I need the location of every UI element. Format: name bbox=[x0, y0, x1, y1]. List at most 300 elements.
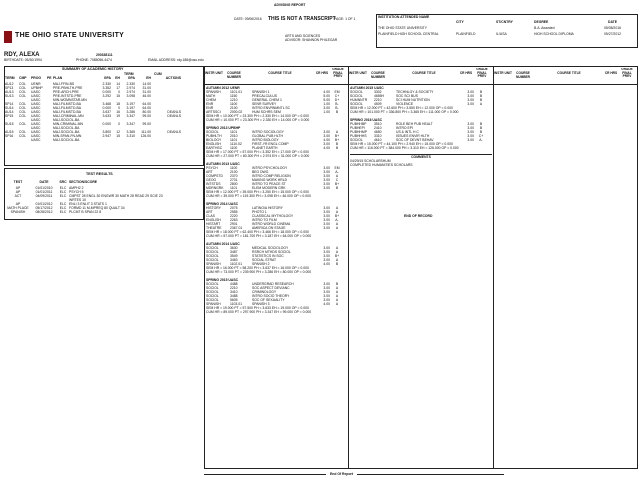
cell: 3.00 bbox=[323, 166, 330, 170]
cell bbox=[111, 138, 120, 142]
cell: 126.00 bbox=[140, 134, 151, 138]
cell: 1100 bbox=[230, 146, 238, 150]
cell: TERM bbox=[5, 76, 15, 80]
cell: 1150 bbox=[230, 94, 238, 98]
cell: UASC bbox=[31, 98, 41, 102]
cell: A bbox=[335, 246, 339, 250]
cell: 3.00 bbox=[467, 90, 474, 94]
cell: LATINO/A HISTORY bbox=[252, 206, 283, 210]
cell: ENGLISH bbox=[206, 142, 221, 146]
cell: 3.00 bbox=[323, 250, 330, 254]
cell: 1101 bbox=[230, 138, 238, 142]
term-totals: CUM HR = 57.000 PT = 181.700 PH = 3.187 EH = 64.000 OP = 0.000 bbox=[206, 234, 312, 238]
cell: COL bbox=[19, 122, 26, 126]
cell: B- bbox=[335, 106, 339, 110]
term-totals: SEM HR = 18.000 PT = 62.400 PH = 3.466 EH = 18.000 OP = 0.000 bbox=[206, 230, 309, 234]
cell: 1110.02 bbox=[230, 142, 242, 146]
institution-1-date: 05/08/2016 bbox=[604, 26, 621, 30]
cell: MDRNGRK bbox=[206, 186, 224, 190]
cell: B bbox=[335, 282, 339, 286]
cell: A bbox=[335, 286, 339, 290]
cell: INTRO SOCIOLOGY bbox=[252, 130, 284, 134]
cell: 4650 bbox=[374, 130, 382, 134]
end-of-record: END OF RECORD bbox=[404, 214, 433, 218]
cell: B bbox=[335, 146, 339, 150]
course-header-col3 bbox=[494, 68, 637, 79]
end-of-report: End Of Report bbox=[326, 472, 357, 476]
cell: 99.00 bbox=[142, 114, 151, 118]
course-header-col1 bbox=[205, 68, 348, 79]
cell: 1102.01 bbox=[230, 262, 243, 266]
cell: SPANISH bbox=[206, 302, 221, 306]
cell: 3.347 bbox=[126, 122, 135, 126]
cell: 3.310 bbox=[126, 134, 135, 138]
comment-line: COMPLETED HUMANITIES SCHOLARS bbox=[350, 163, 413, 167]
cell: COL bbox=[19, 110, 26, 114]
institutions-header-date: DATE bbox=[608, 20, 617, 24]
cell: ELC bbox=[59, 194, 67, 198]
university-logo-block bbox=[4, 31, 12, 43]
cell: HUM SCHRS SEM bbox=[252, 110, 281, 114]
cell: ENR bbox=[206, 106, 214, 110]
course-header-cell: COURSE TITLE bbox=[557, 71, 581, 75]
cell: A bbox=[335, 226, 339, 230]
cell: PSYCH bbox=[206, 166, 218, 170]
cell: 0.000 bbox=[102, 90, 111, 94]
cell: INTRO EPI bbox=[396, 126, 413, 130]
course-header-cell: INSTR UNIT bbox=[349, 71, 367, 75]
term-heading: SPRING 2015 UASC bbox=[206, 278, 239, 282]
cell: 3.00 bbox=[323, 294, 330, 298]
cell: PUBHHBP bbox=[350, 122, 367, 126]
cell: CLAS bbox=[206, 214, 215, 218]
cell: 4.00 bbox=[323, 90, 330, 94]
cell: HISTART bbox=[206, 222, 221, 226]
cell: 1210 bbox=[230, 98, 238, 102]
cell: PRE-ARCH-PRE bbox=[53, 90, 79, 94]
cell: A bbox=[335, 206, 339, 210]
cell: 3630 bbox=[230, 246, 238, 250]
cell: DEANLS bbox=[167, 130, 181, 134]
cell: 2220 bbox=[230, 214, 238, 218]
cell: 08/28/2012 bbox=[35, 210, 53, 214]
cell: RSRCH MTHDS SOCIOL bbox=[252, 250, 291, 254]
cell: 0.000 bbox=[102, 106, 111, 110]
cell: INTRO PSYCHOLOGY bbox=[252, 166, 288, 170]
cell: 3302 bbox=[374, 90, 382, 94]
cell: SP16 bbox=[5, 134, 14, 138]
cell: SU13 bbox=[5, 94, 14, 98]
cell: EH bbox=[115, 76, 120, 80]
cell: 3.365 bbox=[126, 130, 135, 134]
cell: SENR SURVEY bbox=[252, 102, 277, 106]
cell: 3.00 bbox=[323, 226, 330, 230]
cell: 3.00 bbox=[323, 182, 330, 186]
cell: SPANISH 3 bbox=[252, 302, 270, 306]
cell: UASC bbox=[31, 94, 41, 98]
cell: 3.00 bbox=[323, 130, 330, 134]
cell: AMPH2 2 bbox=[69, 186, 84, 190]
university-name: THE OHIO STATE UNIVERSITY bbox=[15, 32, 125, 39]
cell: UASC bbox=[31, 130, 41, 134]
cell: 3.352 bbox=[102, 86, 111, 90]
cell: 1101 bbox=[230, 130, 238, 134]
cell: AP bbox=[15, 186, 21, 190]
cell: ROLE BEH PUB HEALT bbox=[396, 122, 433, 126]
cell: PLANET EARTH bbox=[252, 146, 278, 150]
cell: SOC OF SEXUALITY bbox=[252, 298, 285, 302]
cell: 1.00 bbox=[323, 102, 330, 106]
course-header-row bbox=[205, 68, 348, 79]
cell: COL bbox=[19, 86, 26, 90]
summary-title: SUMMARY OF ACADEMIC HISTORY bbox=[62, 67, 124, 71]
cell: TECHNLGY & SOCIETY bbox=[396, 90, 434, 94]
cell: 3510 bbox=[374, 122, 382, 126]
cell: SP14 bbox=[5, 102, 14, 106]
cell: A bbox=[335, 130, 339, 134]
cell: SOCIOL bbox=[206, 258, 219, 262]
cell: UASC bbox=[31, 90, 41, 94]
cell: 2901 bbox=[230, 222, 238, 226]
cell: B bbox=[479, 90, 483, 94]
cell: 01/01/2011 bbox=[35, 190, 53, 194]
cell: MAJ-SOCIOL-BA bbox=[53, 130, 80, 134]
cell: CMP bbox=[19, 76, 27, 80]
cell: SOCIOL bbox=[350, 94, 363, 98]
cell: 3.00 bbox=[467, 102, 474, 106]
cell: 3463 bbox=[230, 258, 238, 262]
term-totals: CUM HR = 89.000 PT = 297.900 PH = 3.347 EH = 99.000 OP = 0.000 bbox=[206, 310, 312, 314]
cell: ENR bbox=[206, 102, 214, 106]
cell: GENERAL CHEM 1 bbox=[252, 98, 282, 102]
cell: SECTION/SCORE bbox=[69, 180, 98, 184]
cell: B+ bbox=[334, 254, 340, 258]
cell: 3.00 bbox=[323, 170, 330, 174]
cell: SOCIOL bbox=[350, 138, 363, 142]
cell: 14.00 bbox=[142, 82, 151, 86]
cell: 2000.02 bbox=[230, 110, 243, 114]
cell: 46.00 bbox=[142, 94, 151, 98]
test-header-row bbox=[5, 180, 199, 184]
cell: PRECALCULUS bbox=[252, 94, 278, 98]
cell: 2075 bbox=[230, 206, 238, 210]
institutions-header-state: ST/CNTRY bbox=[496, 20, 513, 24]
cell: SP15 bbox=[5, 114, 14, 118]
cell: ACT bbox=[14, 194, 22, 198]
cell: BIOLOGY bbox=[206, 138, 222, 142]
cell: 3.00 bbox=[323, 298, 330, 302]
cell: 80.00 bbox=[142, 110, 151, 114]
cell: B+ bbox=[334, 214, 340, 218]
cell: SOCIOL bbox=[206, 246, 219, 250]
cell: 3.00 bbox=[467, 134, 474, 138]
cell: US & INTL H C bbox=[396, 130, 419, 134]
cell: GLOBAL PUB HLTH bbox=[252, 134, 283, 138]
cell: 3.292 bbox=[102, 94, 111, 98]
cell: GPA bbox=[127, 76, 135, 80]
cell bbox=[135, 138, 151, 142]
cell bbox=[19, 138, 31, 142]
cell: SOCIOL bbox=[206, 282, 219, 286]
term-heading: AUTUMN 2013 UASC bbox=[206, 162, 240, 166]
cell: 3.00 bbox=[323, 134, 330, 138]
cell: COL bbox=[19, 106, 26, 110]
cell: 5605 bbox=[230, 298, 238, 302]
cell: MIN-CRIMINAL-MN bbox=[53, 122, 83, 126]
cell: 3310 bbox=[374, 134, 382, 138]
cell: ELEM MODERN GRK bbox=[252, 186, 286, 190]
cell: FIRST-YR ENGL COMP bbox=[252, 142, 289, 146]
cell: VIOLENCE bbox=[396, 102, 414, 106]
cell: SU14 bbox=[5, 106, 14, 110]
cell: MAJ-FILMSTD-BA bbox=[53, 102, 82, 106]
cell: SCI HUM NUTRITION bbox=[396, 98, 430, 102]
cell: 3.00 bbox=[467, 122, 474, 126]
cell: PLAN bbox=[53, 76, 63, 80]
cell: FORMD 11 M-MPREQ 80 QUALT 34 bbox=[69, 206, 125, 210]
cell: INTRO WORLD CINEMA bbox=[252, 222, 291, 226]
cell: AMERICA ON STAGE bbox=[252, 226, 286, 230]
term-totals: SEM HR = 12.000 PT = 39.000 PH = 3.250 EH = 15.000 OP = 0.000 bbox=[206, 190, 309, 194]
cell bbox=[5, 138, 19, 142]
cell: B- bbox=[335, 102, 339, 106]
cell: 2800 bbox=[230, 182, 238, 186]
cell: PSYCH 5 bbox=[69, 190, 84, 194]
cell: A bbox=[335, 294, 339, 298]
cell: 5.00 bbox=[323, 98, 330, 102]
institution-2-name: PLAINFIELD HIGH SCHOOL CENTRAL bbox=[378, 32, 439, 36]
cell: 19 bbox=[116, 114, 120, 118]
cell: AU12 bbox=[5, 82, 14, 86]
test-results-title: TEST RESULTS bbox=[86, 172, 113, 176]
student-email: EMAIL ADDRESS: rdy.188@osu.edu bbox=[148, 58, 204, 62]
term-totals: SEM HR = 16.000 PT = 58.200 PH = 3.637 EH = 16.000 OP = 0.000 bbox=[206, 266, 309, 270]
cell: B bbox=[335, 142, 339, 146]
cell: 3.00 bbox=[467, 126, 474, 130]
course-header-cell: COURSE TITLE bbox=[412, 71, 436, 75]
term-totals: SEM HR = 12.000 PT = 42.600 PH = 3.550 EH = 12.000 OP = 0.000 bbox=[350, 106, 453, 110]
cell: UASC bbox=[31, 102, 41, 106]
cell: 31.00 bbox=[142, 86, 151, 90]
cell: 3410 bbox=[230, 290, 238, 294]
cell: CRIMINOLOGY bbox=[252, 290, 277, 294]
cell: MAKING WORK HRLD bbox=[252, 178, 288, 182]
cell: PROG bbox=[31, 76, 41, 80]
cell: UASC bbox=[31, 106, 41, 110]
cell: 2555 bbox=[230, 210, 238, 214]
cell: 2100 bbox=[230, 170, 238, 174]
cell: B bbox=[479, 126, 483, 130]
cell: PRE-INTSTD-PRE bbox=[53, 94, 82, 98]
cell: B bbox=[335, 262, 339, 266]
cell: B+ bbox=[334, 182, 340, 186]
cell: 5.00 bbox=[323, 94, 330, 98]
cell: 4.00 bbox=[323, 138, 330, 142]
course-header-cell: INSTR UNIT bbox=[205, 71, 223, 75]
cell: UASC bbox=[31, 126, 41, 130]
course-header-row bbox=[494, 68, 637, 79]
cell: 14 bbox=[116, 82, 120, 86]
cell: SOCIOL bbox=[206, 130, 219, 134]
course-header-cell: GRADE FINAL PREV bbox=[621, 68, 633, 79]
cell: MAJ-SOCIOL-BA bbox=[53, 118, 80, 122]
cell: ISSUES ENVIR HLTH bbox=[396, 134, 430, 138]
cell: 3.286 bbox=[126, 110, 135, 114]
cell: 3.00 bbox=[323, 258, 330, 262]
cell: COL bbox=[19, 94, 26, 98]
summary-rows bbox=[5, 82, 181, 142]
course-header-cell: CR HRS bbox=[459, 71, 473, 75]
cell: SOC OF DEVNT BEHAV bbox=[396, 138, 434, 142]
course-header-cell: CR HRS bbox=[604, 71, 618, 75]
cell: 64.00 bbox=[142, 106, 151, 110]
cell: 12 bbox=[116, 130, 120, 134]
cell: 0.000 bbox=[102, 122, 111, 126]
cell bbox=[120, 138, 135, 142]
comment-line: 04/29/15 SCHOLARSHUM bbox=[350, 159, 391, 163]
cell: A bbox=[335, 210, 339, 214]
cell: A bbox=[335, 290, 339, 294]
cell: SPANISH bbox=[206, 90, 221, 94]
cell: A bbox=[479, 102, 483, 106]
cell: BEG DWG bbox=[252, 170, 269, 174]
summary-header-row bbox=[5, 76, 181, 80]
cell: SPANISH 2 bbox=[252, 262, 270, 266]
cell: B bbox=[479, 130, 483, 134]
cell: UNDERGRAD RESEARCH bbox=[252, 282, 294, 286]
cell: EH bbox=[146, 76, 151, 80]
institution-2-date: 05/27/2012 bbox=[604, 32, 621, 36]
cell: SOCIOL bbox=[206, 298, 219, 302]
cell: GEOG bbox=[206, 178, 217, 182]
term-totals: SEM HR = 17.000 PT = 57.000 PH = 3.352 EH = 17.000 OP = 0.000 bbox=[206, 150, 309, 154]
cell: 0 bbox=[118, 122, 120, 126]
term-heading: SPRING 2016 UASC bbox=[350, 118, 383, 122]
cell: 4.00 bbox=[323, 302, 330, 306]
term-heading: AUTUMN 2014 UASC bbox=[206, 242, 240, 246]
cell: MAJ-CRIMINAL-MN bbox=[53, 114, 84, 118]
cell: PUBHHHS bbox=[350, 134, 367, 138]
cell: 2.974 bbox=[126, 90, 135, 94]
cell: 2701 bbox=[230, 178, 238, 182]
cell: COL bbox=[19, 102, 26, 106]
term-totals: CUM HR = 10.000 PT = 23.300 PH = 2.330 EH = 14.000 OP = 0.000 bbox=[206, 118, 310, 122]
cell: 1100 bbox=[230, 102, 238, 106]
summary-cum-label: CUM bbox=[154, 72, 162, 76]
cell: 111.00 bbox=[141, 130, 151, 134]
course-column-2 bbox=[350, 86, 492, 167]
cell: AU15 bbox=[5, 130, 14, 134]
cell: 1100 bbox=[230, 166, 238, 170]
term-heading: SPRING 2014 UASC bbox=[206, 202, 239, 206]
header-divider bbox=[204, 84, 638, 85]
cell: INTRO COMP RELIGION bbox=[252, 174, 291, 178]
institution-1-name: THE OHIO STATE UNIVERSITY bbox=[378, 26, 428, 30]
cell: B+ bbox=[334, 138, 340, 142]
institutions-header-name: INSTITUTION ATTENDED NAME bbox=[378, 15, 430, 19]
cell: AU13 bbox=[5, 90, 14, 94]
course-header-row bbox=[349, 68, 492, 79]
cell: 3.00 bbox=[323, 246, 330, 250]
cell: 1103.01 bbox=[230, 302, 243, 306]
cell: B bbox=[479, 122, 483, 126]
summary-row bbox=[5, 138, 181, 142]
cell: 2410 bbox=[374, 126, 382, 130]
cell: INTRO TO PEACE ST bbox=[252, 182, 286, 186]
course-header-cell: CR HRS bbox=[315, 71, 329, 75]
cell: HISTORY bbox=[206, 206, 221, 210]
page-number: PAGE: 1 OF 1 bbox=[334, 17, 356, 21]
cell: 1.00 bbox=[323, 110, 330, 114]
test-row bbox=[5, 210, 199, 214]
cell: 4488 bbox=[230, 282, 238, 286]
cell: 3.197 bbox=[126, 102, 135, 106]
cell: 15 bbox=[116, 134, 120, 138]
cell: 2367.01 bbox=[230, 226, 243, 230]
cell: 3.098 bbox=[126, 94, 135, 98]
cell: A bbox=[335, 298, 339, 302]
cell: PHOTO 1 bbox=[252, 210, 267, 214]
cell: ELC bbox=[59, 210, 67, 214]
institution-2-degree: HIGH SCHOOL DIPLOMA bbox=[534, 32, 574, 36]
cell: PLCMT B SPAN 22 8 bbox=[69, 210, 102, 214]
course-header-cell: COURSE NUMBER bbox=[227, 71, 241, 79]
cell: MAJ-SOCIOL-BA bbox=[53, 138, 80, 142]
cell: A bbox=[335, 302, 339, 306]
cell: A bbox=[335, 258, 339, 262]
cell: AP bbox=[15, 190, 21, 194]
cell: WRTES 10 bbox=[69, 198, 86, 202]
cell: 2100 bbox=[230, 106, 238, 110]
cell: PRE-PBHLTH-PRE bbox=[53, 86, 83, 90]
cell: MAJ-SOCIOL-BA bbox=[53, 126, 80, 130]
institution-2-city: PLAINFIELD bbox=[456, 32, 476, 36]
student-birthdate: BIRTHDATE: 05/30/1994 bbox=[4, 58, 42, 62]
cell: UASC bbox=[31, 134, 41, 138]
cell: 01/01/2010 bbox=[35, 186, 53, 190]
cell: B bbox=[479, 98, 483, 102]
term-totals: CUM HR = 101.000 PT = 336.800 PH = 3.365 EH = 111.000 OP = 0.000 bbox=[350, 110, 459, 114]
term-totals: CUM HR = 27.000 PT = 80.300 PH = 2.974 EH = 31.000 OP = 0.000 bbox=[206, 154, 310, 158]
cell: 0 bbox=[118, 106, 120, 110]
cell: 3.00 bbox=[467, 98, 474, 102]
cell: SOCIOL bbox=[206, 294, 219, 298]
cell: COL bbox=[19, 134, 26, 138]
cell: ENGLISH bbox=[206, 218, 221, 222]
cell: GPA bbox=[103, 76, 111, 80]
student-id: 200338111 bbox=[96, 53, 113, 57]
term-totals: SEM HR = 10.000 PT = 23.300 PH = 2.330 EH = 14.000 OP = 0.000 bbox=[206, 114, 309, 118]
cell: ART bbox=[206, 170, 213, 174]
cell: 3.00 bbox=[323, 174, 330, 178]
student-name: RDY, ALEXA bbox=[4, 52, 40, 58]
cell: 3.00 bbox=[323, 214, 330, 218]
cell: B bbox=[335, 186, 339, 190]
cell bbox=[151, 138, 181, 142]
test-rows bbox=[5, 186, 199, 214]
cell: SOCIOL bbox=[206, 286, 219, 290]
cell: MATH bbox=[206, 94, 216, 98]
cell: 15 bbox=[116, 94, 120, 98]
cell: MATH PLACE bbox=[7, 206, 29, 210]
cell: INTRO TO FILM bbox=[252, 218, 277, 222]
cell: 3.00 bbox=[323, 186, 330, 190]
cell: ELC bbox=[59, 206, 67, 210]
cell: A- bbox=[335, 218, 339, 222]
term-totals: CUM HR = 116.000 PT = 384.000 PH = 3.310 EH = 126.000 OP = 0.000 bbox=[350, 146, 459, 150]
cell: UASC bbox=[31, 114, 41, 118]
cell: 3.637 bbox=[102, 110, 111, 114]
